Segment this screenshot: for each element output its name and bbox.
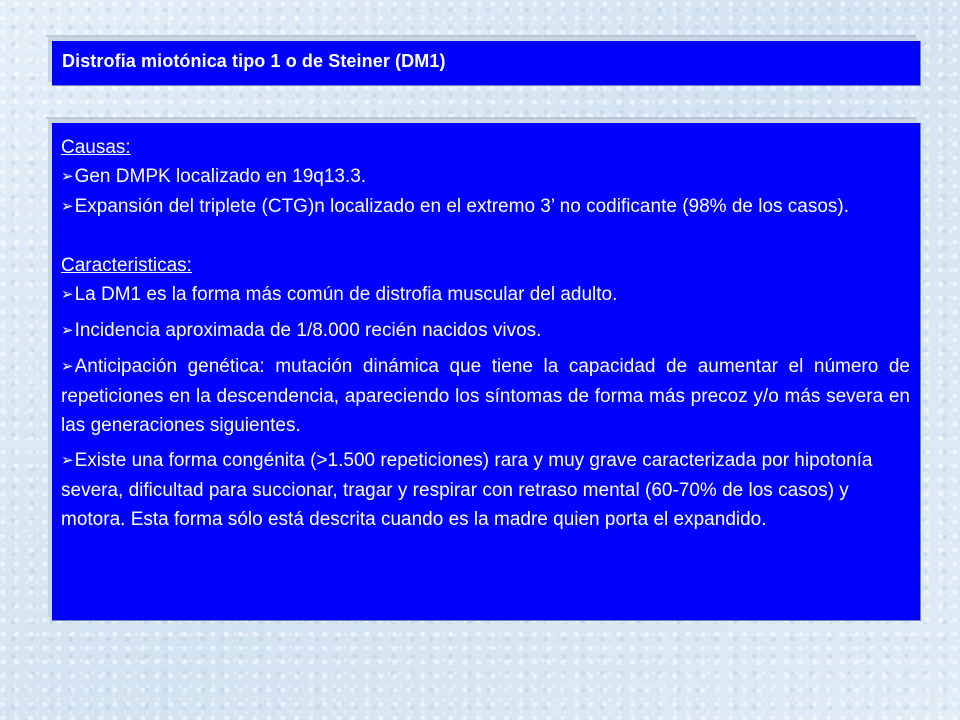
arrow-bullet-icon: ➢ <box>61 198 74 215</box>
arrow-bullet-icon: ➢ <box>61 322 74 339</box>
arrow-bullet-icon: ➢ <box>61 452 74 469</box>
content-body <box>61 133 910 534</box>
list-item: ➢Incidencia aproximada de 1/8.000 recién nacidos vivos. <box>61 320 542 341</box>
list-item: ➢Anticipación genética: mutación dinámica que tiene la capacidad de aumentar el número de repeticiones en la descendencia, apareciendo los síntomas de forma más precoz y/o más severa en las generaciones siguientes. <box>61 356 910 436</box>
list-item: ➢Gen DMPK localizado en 19q13.3. <box>61 166 367 187</box>
list-item: ➢Existe una forma congénita (>1.500 repeticiones) rara y muy grave caracterizada por hipotonía severa, dificultad para succionar, tragar y respirar con retraso mental (60-70% de los casos) y motora. Esta forma sólo está descrita cuando es la madre quien porta el expandido. <box>61 450 873 530</box>
characteristics-heading: Caracteristicas: <box>61 255 192 276</box>
list-item: ➢La DM1 es la forma más común de distrofia muscular del adulto. <box>61 284 618 305</box>
title-panel <box>52 41 921 86</box>
arrow-bullet-icon: ➢ <box>61 358 74 375</box>
list-item: ➢Expansión del triplete (CTG)n localizado en el extremo 3’ no codificante (98% de los casos). <box>61 196 850 217</box>
content-panel <box>52 123 921 621</box>
arrow-bullet-icon: ➢ <box>61 168 74 185</box>
arrow-bullet-icon: ➢ <box>61 286 74 303</box>
causes-heading: Causas: <box>61 137 131 158</box>
slide-title: Distrofia miotónica tipo 1 o de Steiner (DM1) <box>62 51 446 71</box>
